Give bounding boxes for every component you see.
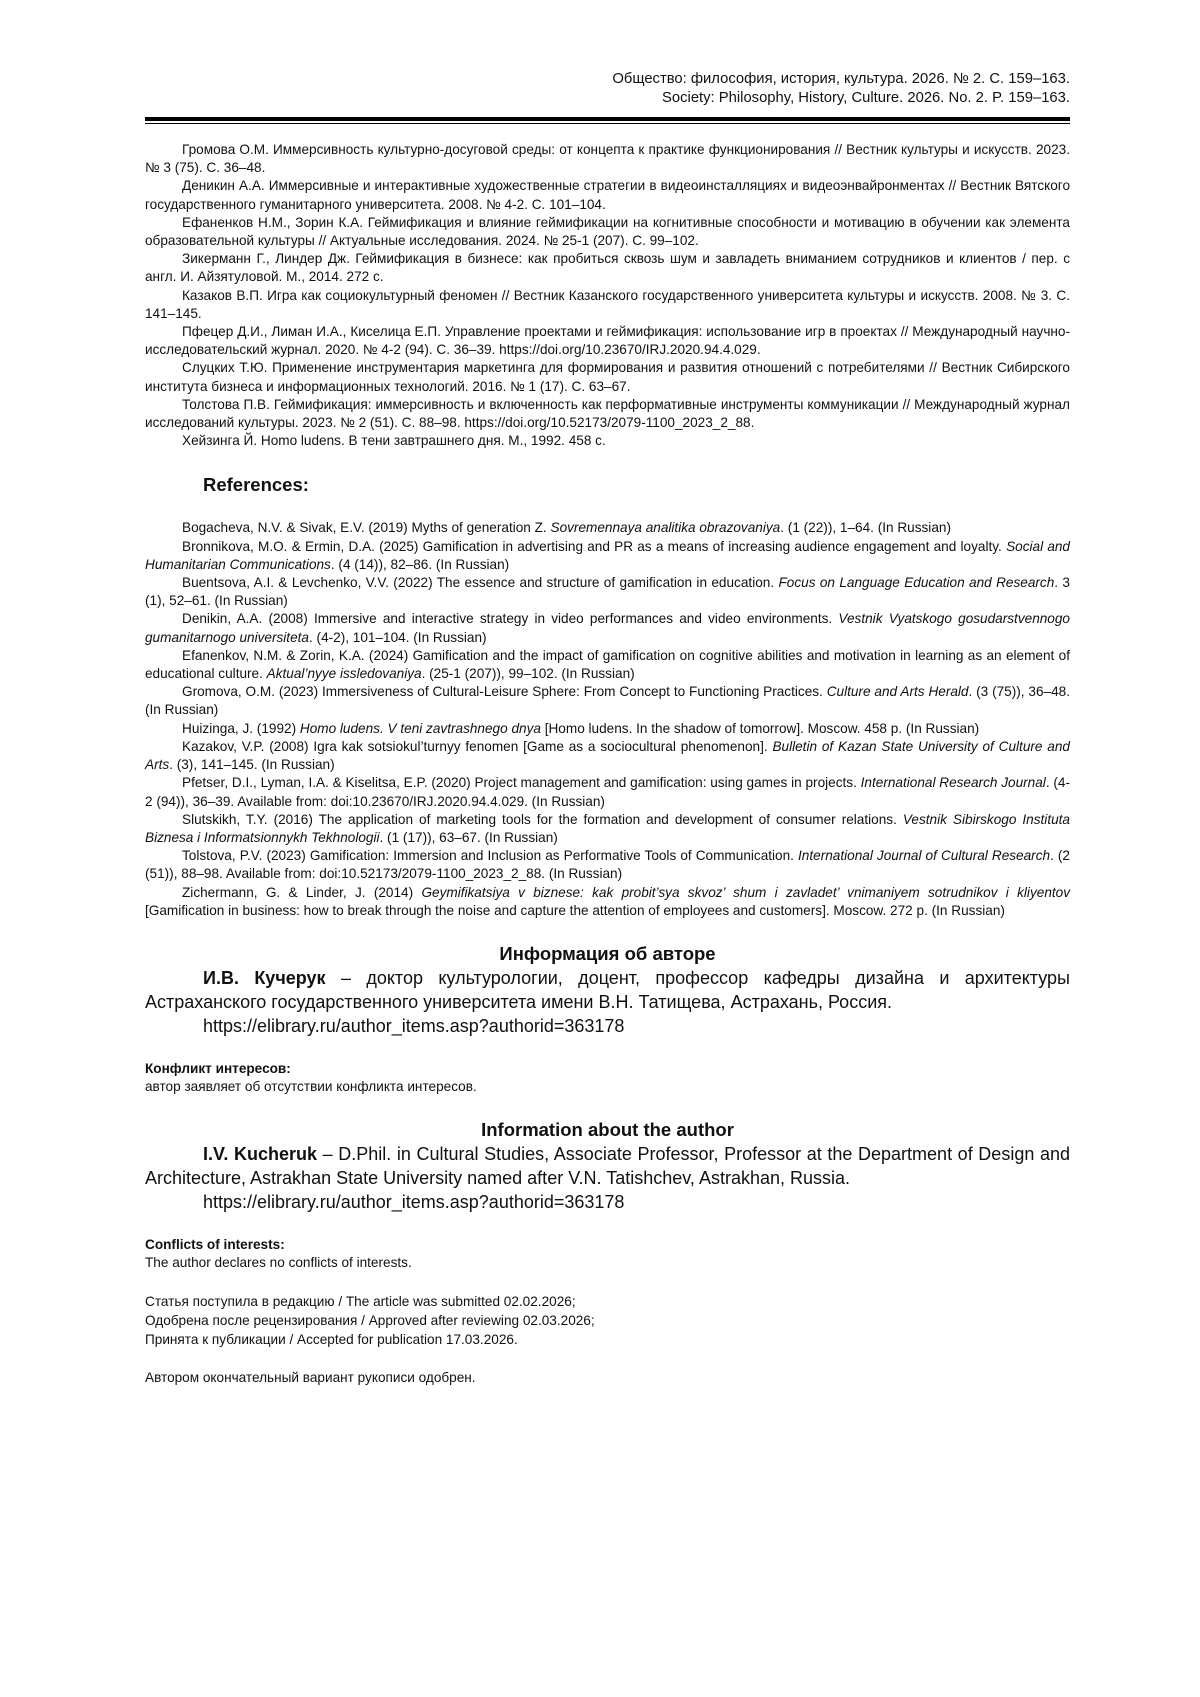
reference-entry: Denikin, A.A. (2008) Immersive and interactive strategy in video performances and video environments. Vestnik Vyatskogo gosudarstvennogo gumanitarnogo universiteta. (4-2), 101–104. (In Russian) [145,611,1070,645]
bibliography-entry: Зикерманн Г., Линдер Дж. Геймификация в бизнесе: как пробиться сквозь шум и завладеть вниманием сотрудников и клиентов / пер. с англ. И. Айзятуловой. М., 2014. 272 с. [145,251,1070,285]
header-rule-thin [145,123,1070,124]
conflict-en [145,1236,1070,1272]
reference-entry: Gromova, O.M. (2023) Immersiveness of Cultural-Leisure Sphere: From Concept to Functioning Practices. Culture and Arts Herald. (3 (75)), 36–48. (In Russian) [145,684,1071,718]
author-profile-link-en[interactable]: https://elibrary.ru/author_items.asp?authorid=363178 [203,1191,625,1212]
conflict-ru-text: автор заявляет об отсутствии конфликта интересов. [145,1078,477,1094]
bibliography-entry: Казаков В.П. Игра как социокультурный феномен // Вестник Казанского государственного университета культуры и искусств. 2008. № 3. С. 141–145. [145,287,1070,321]
bibliography-entry: Толстова П.В. Геймификация: иммерсивность и включенность как перформативные инструменты коммуникации // Международный журнал исследований культуры. 2023. № 2 (51). С. 88–98. https://doi.org/10.52173/2079-1100_2023_2_88. [145,396,1070,431]
bibliography-entry: Слуцких Т.Ю. Применение инструментария маркетинга для формирования и развития отношений с потребителями // Вестник Сибирского института бизнеса и информационных технологий. 2016. № 1 (17). С. 63–67. [145,360,1070,394]
reference-entry: Zichermann, G. & Linder, J. (2014) Geymifikatsiya v biznese: kak probit’sya skvoz’ shum i zavladet’ vnimaniyem sotrudnikov i kliyentov [Gamification in business: how to break through the noise and capture the attention of employees and customers]. Moscow. 272 p. (In Russian) [145,884,1071,918]
author-name-en: I.V. Kucheruk [203,1143,317,1164]
header-rule-thick [145,117,1070,121]
bibliography-list [145,141,1070,450]
author-info-ru [145,942,1070,1038]
conflict-en-text: The author declares no conflicts of interests. [145,1254,412,1270]
author-info-en-title: Information about the author [481,1118,734,1140]
bibliography-entry: Хейзинга Й. Homo ludens. В тени завтрашнего дня. М., 1992. 458 с. [182,433,606,449]
final-note: Автором окончательный вариант рукописи одобрен. [145,1369,476,1385]
bibliography-entry: Громова О.М. Иммерсивность культурно-досуговой среды: от концепта к практике функционирования // Вестник культуры и искусств. 2023. № 3 (75). С. 36–48. [145,142,1070,176]
author-profile-link-ru[interactable]: https://elibrary.ru/author_items.asp?authorid=363178 [203,1015,625,1036]
references-list [145,519,1070,919]
reference-entry: Tolstova, P.V. (2023) Gamification: Immersion and Inclusion as Performative Tools of Communication. International Journal of Cultural Research. (2 (51)), 88–98. Available from: doi:10.52173/2079-1100_2023_2_88. (In Russian) [145,848,1070,882]
bibliography-entry: Пфецер Д.И., Лиман И.А., Киселица Е.П. Управление проектами и геймификация: использование игр в проектах // Международный научно-исследовательский журнал. 2020. № 4-2 (94). С. 36–39. https://doi.org/10.23670/IRJ.2020.94.4.029. [145,324,1070,358]
author-info-en [145,1118,1070,1214]
bibliography-entry: Деникин А.А. Иммерсивные и интерактивные художественные стратегии в видеоинсталляциях и видеоэнвайронментах // Вестник Вятского государственного гуманитарного университета. 2008. № 4-2. С. 101–104. [145,178,1070,212]
reference-entry: Slutskikh, T.Y. (2016) The application of marketing tools for the formation and development of consumer relations. Vestnik Sibirskogo Instituta Biznesa i Informatsionnykh Tekhnologii. (1 (17)), 63–67. (In Russian) [145,811,1070,845]
reference-entry: Huizinga, J. (1992) Homo ludens. V teni zavtrashnego dnya [Homo ludens. In the shadow of tomorrow]. Moscow. 458 p. (In Russian) [182,720,980,736]
author-name-ru: И.В. Кучерук [203,967,326,988]
reference-entry: Bronnikova, M.O. & Ermin, D.A. (2025) Gamification in advertising and PR as a means of increasing audience engagement and loyalty. Social and Humanitarian Communications. (4 (14)), 82–86. (In Russian) [145,538,1070,572]
reference-entry: Buentsova, A.I. & Levchenko, V.V. (2022) The essence and structure of gamification in education. Focus on Language Education and Research. 3 (1), 52–61. (In Russian) [145,575,1070,609]
author-info-ru-title: Информация об авторе [499,942,716,964]
reference-entry: Pfetser, D.I., Lyman, I.A. & Kiselitsa, E.P. (2020) Project management and gamification: using games in projects. International Research Journal. (4-2 (94)), 36–39. Available from: doi:10.23670/IRJ.2020.94.4.029. (In Russian) [145,775,1070,809]
running-header [145,70,1070,108]
reference-entry: Kazakov, V.P. (2008) Igra kak sotsiokul’turnyy fenomen [Game as a sociocultural phenomenon]. Bulletin of Kazan State University of Culture and Arts. (3), 141–145. (In Russian) [145,738,1070,773]
date-approved: Одобрена после рецензирования / Approved after reviewing 02.03.2026; [145,1312,595,1328]
conflict-ru-title: Конфликт интересов: [145,1060,291,1076]
bibliography-entry: Ефаненков Н.М., Зорин К.А. Геймификация и влияние геймификации на когнитивные способности и мотивацию в обучении как элемента образовательной культуры // Актуальные исследования. 2024. № 25-1 (207). С. 99–102. [145,214,1070,249]
author-info-ru-text: И.В. Кучерук – доктор культурологии, доцент, профессор кафедры дизайна и архитектуры Астраханского государственного университета имени В.Н. Татищева, Астрахань, Россия. [145,967,1070,1012]
references-heading: References: [203,474,309,496]
conflict-en-title: Conflicts of interests: [145,1236,285,1252]
date-accepted: Принята к публикации / Accepted for publication 17.03.2026. [145,1331,518,1347]
header-line-en: Society: Philosophy, History, Culture. 2026. No. 2. P. 159–163. [662,90,1070,106]
header-line-ru: Общество: философия, история, культура. 2026. № 2. С. 159–163. [612,71,1070,87]
reference-entry: Efanenkov, N.M. & Zorin, K.A. (2024) Gamification and the impact of gamification on cognitive abilities and motivation in learning as an element of educational culture. Aktual’nyye issledovaniya. (25-1 (207)), 99–102. (In Russian) [145,647,1070,682]
page [145,70,1070,1387]
date-submitted: Статья поступила в редакцию / The article was submitted 02.02.2026; [145,1293,576,1309]
conflict-ru [145,1060,1070,1096]
article-dates [145,1292,1070,1349]
author-info-en-text: I.V. Kucheruk – D.Phil. in Cultural Studies, Associate Professor, Professor at the Department of Design and Architecture, Astrakhan State University named after V.N. Tatishchev, Astrakhan, Russia. [145,1143,1070,1188]
reference-entry: Bogacheva, N.V. & Sivak, E.V. (2019) Myths of generation Z. Sovremennaya analitika obrazovaniya. (1 (22)), 1–64. (In Russian) [182,520,951,536]
